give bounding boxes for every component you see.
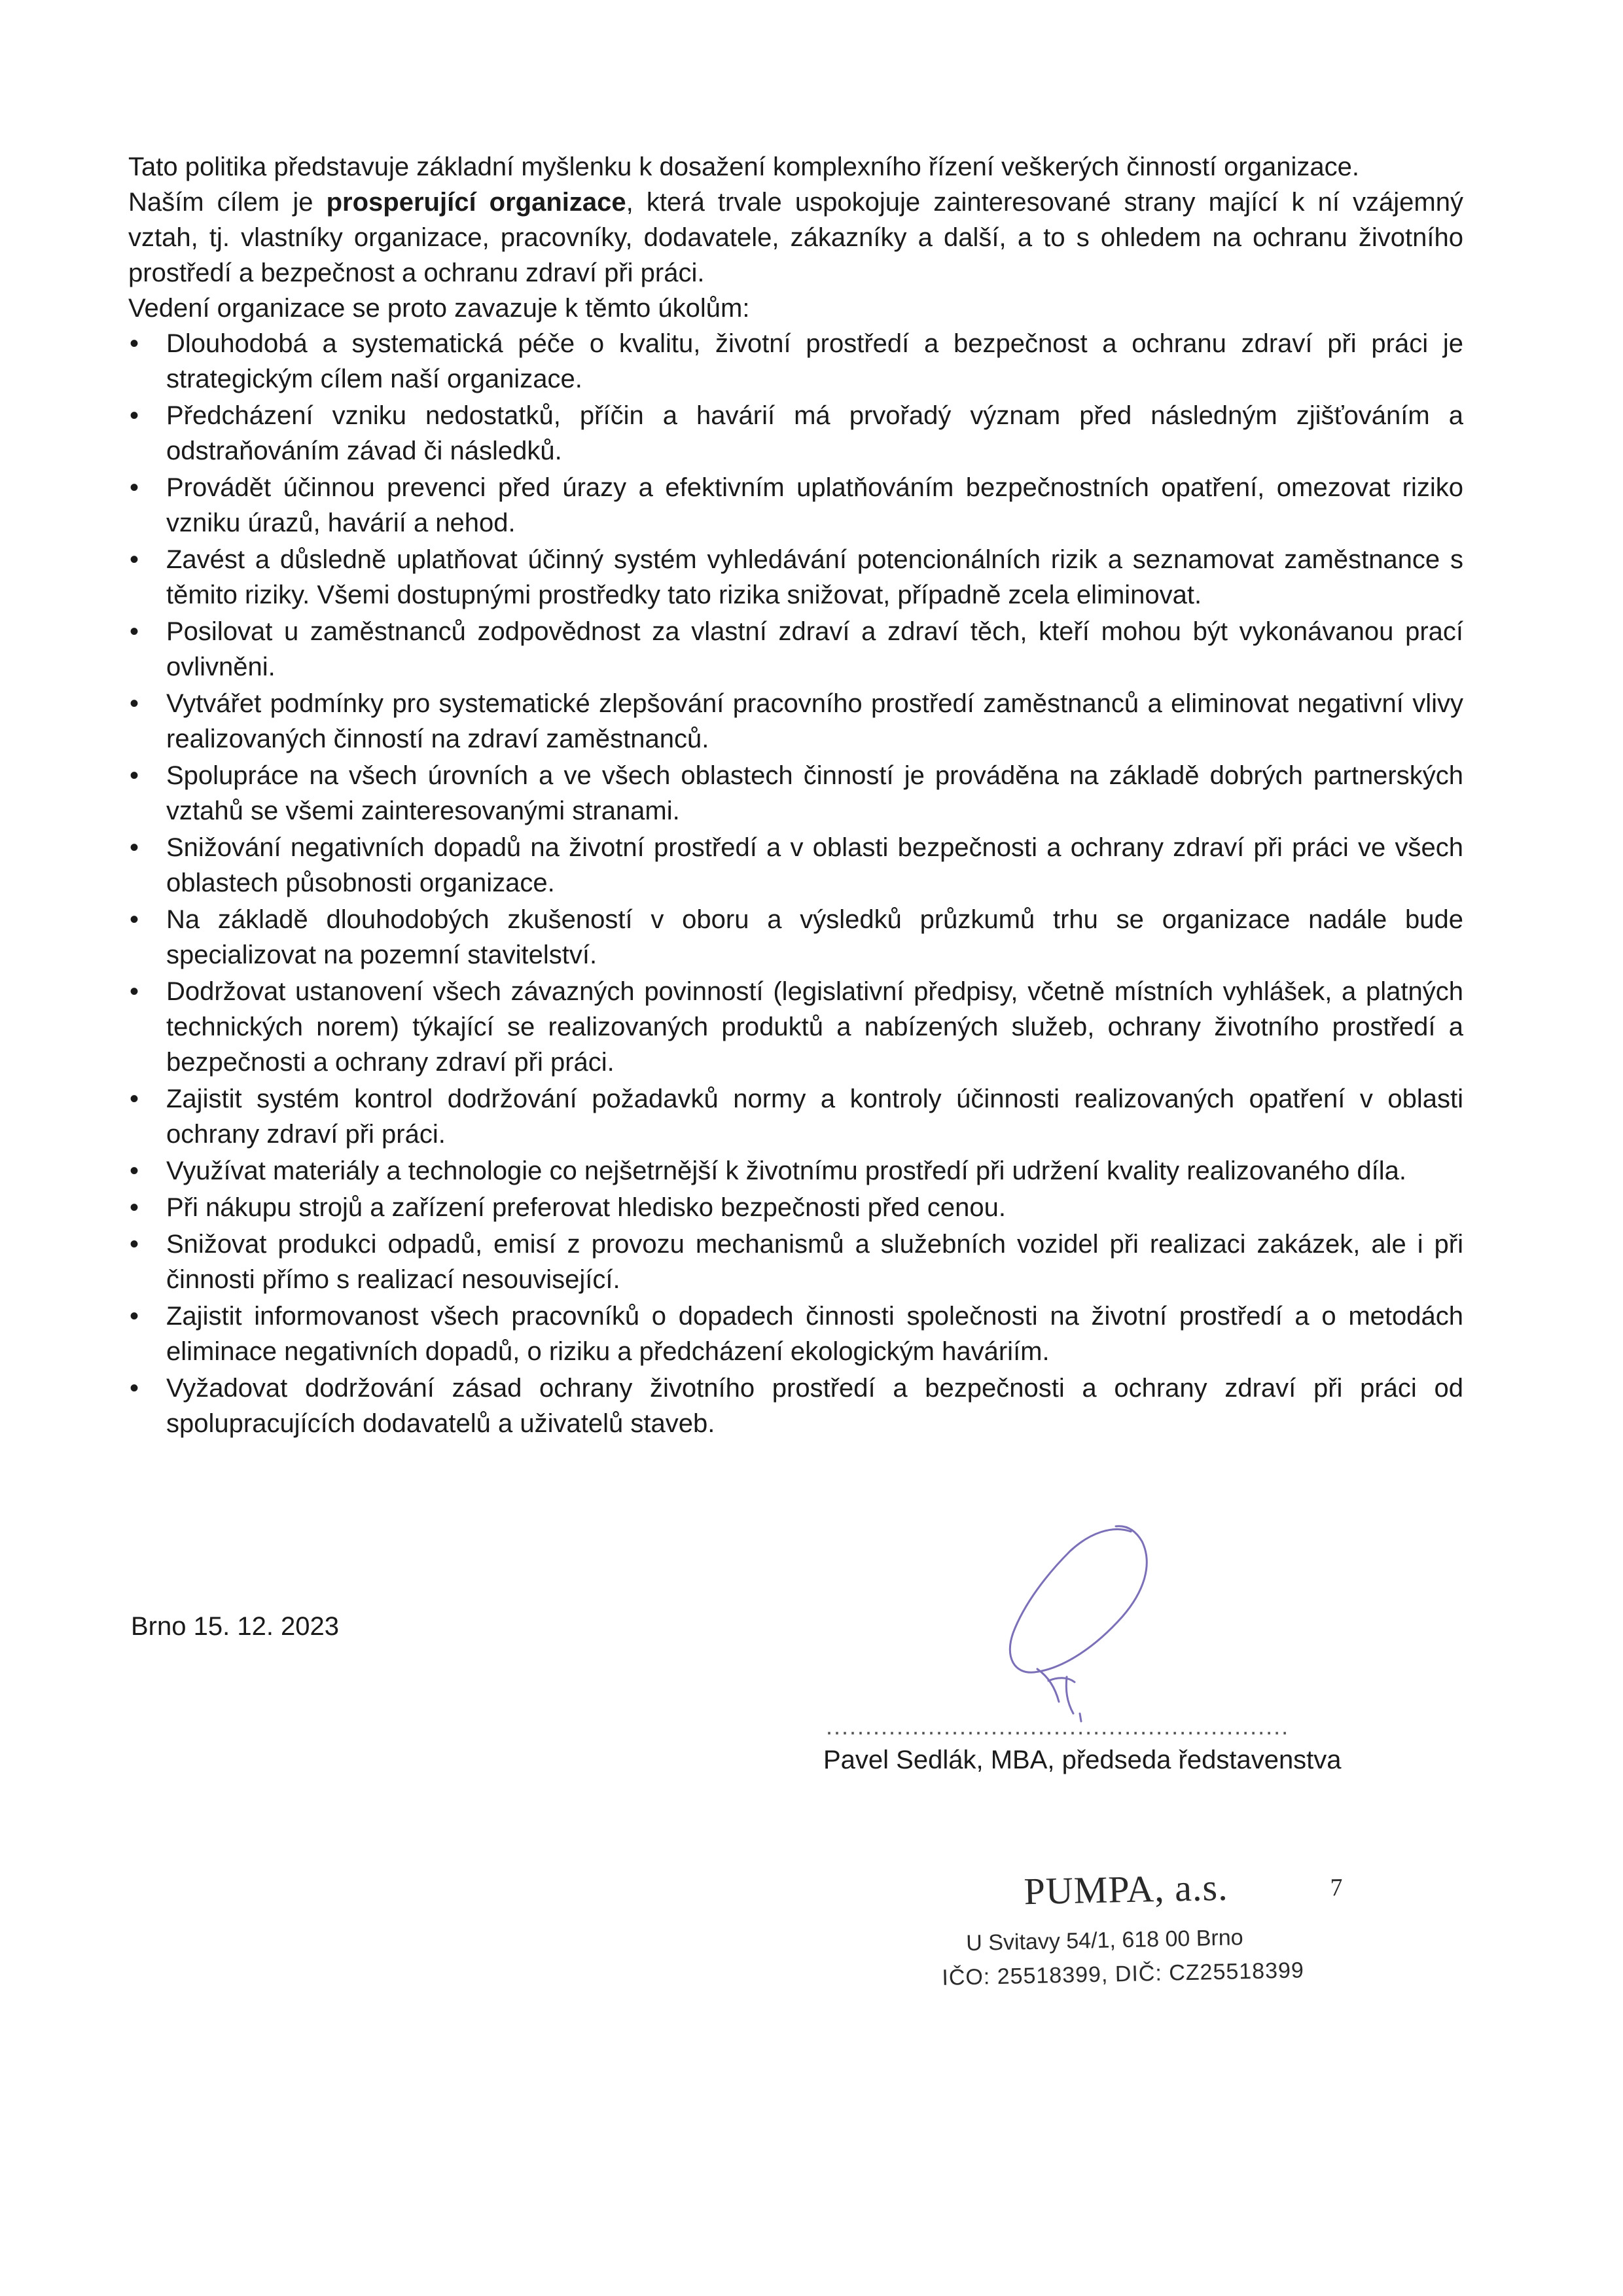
task-text: Při nákupu strojů a zařízení preferovat hledisko bezpečnosti před cenou.	[166, 1193, 1006, 1222]
task-text: Využívat materiály a technologie co nejšetrnější k životnímu prostředí při udržení kvality realizovaného díla.	[166, 1157, 1406, 1185]
goal-paragraph	[128, 185, 1463, 291]
task-text: Zavést a důsledně uplatňovat účinný systém vyhledávání potencionálních rizik a seznamovat zaměstnance s těmito riziky. Všemi dostupnými prostředky tato rizika snižovat, případně zcela eliminovat.	[166, 545, 1463, 609]
task-text: Zajistit systém kontrol dodržování požadavků normy a kontroly účinnosti realizovaných opatření v oblasti ochrany zdraví při práci.	[166, 1085, 1463, 1149]
list-item	[128, 614, 1463, 685]
task-text: Snižovat produkci odpadů, emisí z provozu mechanismů a služebních vozidel při realizaci zakázek, ale i při činnosti přímo s realizací nesouvisející.	[166, 1230, 1463, 1294]
bullet-icon: •	[130, 1230, 139, 1259]
list-item	[128, 830, 1463, 901]
task-text: Vytvářet podmínky pro systematické zlepšování pracovního prostředí zaměstnanců a eliminovat negativní vlivy realizovaných činností na zdraví zaměstnanců.	[166, 689, 1463, 753]
task-text: Na základě dlouhodobých zkušeností v oboru a výsledků průzkumů trhu se organizace nadále bude specializovat na pozemní stavitelství.	[166, 905, 1463, 969]
task-text: Vyžadovat dodržování zásad ochrany životního prostředí a bezpečnosti a ochrany zdraví při práci od spolupracujících dodavatelů a uživatelů staveb.	[166, 1374, 1463, 1438]
stamp-number: 7	[1330, 1874, 1344, 1902]
list-item	[128, 1190, 1463, 1225]
list-item	[128, 974, 1463, 1080]
list-item	[128, 1227, 1463, 1297]
bullet-icon: •	[130, 833, 139, 862]
list-item	[128, 542, 1463, 613]
goal-bold: prosperující organizace	[326, 188, 626, 217]
stamp-address: U Svitavy 54/1, 618 00 Brno	[965, 1925, 1243, 1956]
list-item	[128, 1299, 1463, 1369]
bullet-icon: •	[130, 617, 139, 646]
bullet-icon: •	[130, 329, 139, 358]
policy-text	[128, 149, 1463, 1441]
list-item	[128, 1153, 1463, 1189]
list-item	[128, 686, 1463, 757]
list-item	[128, 326, 1463, 397]
list-item	[128, 470, 1463, 541]
goal-suffix: , která trvale uspokojuje zainteresované strany mající k ní vzájemný vztah, tj. vlastníky organizace, pracovníky, dodavatele, zákazníky a další, a to s ohledem na ochranu životního prostředí a bezpečnost a ochranu zdraví při práci.	[128, 188, 1463, 287]
list-item	[128, 758, 1463, 829]
bullet-icon: •	[130, 1085, 139, 1113]
task-text: Předcházení vzniku nedostatků, příčin a havárií má prvořadý význam před následným zjišťováním a odstraňováním závad či následků.	[166, 401, 1463, 465]
signature-line: ...........................................................	[826, 1713, 1290, 1740]
goal-prefix: Naším cílem je	[128, 188, 327, 217]
list-item	[128, 398, 1463, 469]
bullet-icon: •	[130, 977, 139, 1006]
bullet-icon: •	[130, 1193, 139, 1222]
bullet-icon: •	[130, 1157, 139, 1185]
task-text: Posilovat u zaměstnanců zodpovědnost za vlastní zdraví a zdraví těch, kteří mohou být vykonávanou prací ovlivněni.	[166, 617, 1463, 681]
task-text: Zajistit informovanost všech pracovníků o dopadech činnosti společnosti na životní prostředí a o metodách eliminace negativních dopadů, o riziku a předcházení ekologickým haváriím.	[166, 1302, 1463, 1366]
company-stamp	[937, 1862, 1398, 2003]
stamp-ids: IČO: 25518399, DIČ: CZ25518399	[941, 1958, 1305, 1990]
stamp-company-name: PUMPA, a.s.	[1023, 1865, 1229, 1913]
place-date: Brno 15. 12. 2023	[131, 1612, 340, 1641]
signer-name: Pavel Sedlák, MBA, předseda ředstavenstva	[823, 1746, 1342, 1774]
list-item	[128, 1081, 1463, 1152]
task-text: Dlouhodobá a systematická péče o kvalitu, životní prostředí a bezpečnost a ochranu zdraví při práci je strategickým cílem naší organizace.	[166, 329, 1463, 393]
handwritten-signature	[975, 1505, 1185, 1728]
bullet-icon: •	[130, 545, 139, 574]
bullet-icon: •	[130, 905, 139, 934]
list-item	[128, 902, 1463, 973]
bullet-icon: •	[130, 473, 139, 502]
task-text: Snižování negativních dopadů na životní prostředí a v oblasti bezpečnosti a ochrany zdraví při práci ve všech oblastech působnosti organizace.	[166, 833, 1463, 897]
intro-paragraph: Tato politika představuje základní myšlenku k dosažení komplexního řízení veškerých činností organizace.	[128, 152, 1359, 181]
task-text: Dodržovat ustanovení všech závazných povinností (legislativní předpisy, včetně místních vyhlášek, a platných technických norem) týkající se realizovaných produktů a nabízených služeb, ochrany životního prostředí a bezpečnosti a ochrany zdraví při práci.	[166, 977, 1463, 1077]
list-item	[128, 1371, 1463, 1441]
task-text: Spolupráce na všech úrovních a ve všech oblastech činností je prováděna na základě dobrých partnerských vztahů se všemi zainteresovanými stranami.	[166, 761, 1463, 825]
bullet-icon: •	[130, 1302, 139, 1331]
bullet-icon: •	[130, 761, 139, 790]
bullet-icon: •	[130, 1374, 139, 1403]
bullet-icon: •	[130, 689, 139, 718]
task-list	[128, 326, 1463, 1441]
commitment-lead: Vedení organizace se proto zavazuje k těmto úkolům:	[128, 294, 750, 323]
bullet-icon: •	[130, 401, 139, 430]
task-text: Provádět účinnou prevenci před úrazy a efektivním uplatňováním bezpečnostních opatření, omezovat riziko vzniku úrazů, havárií a nehod.	[166, 473, 1463, 537]
